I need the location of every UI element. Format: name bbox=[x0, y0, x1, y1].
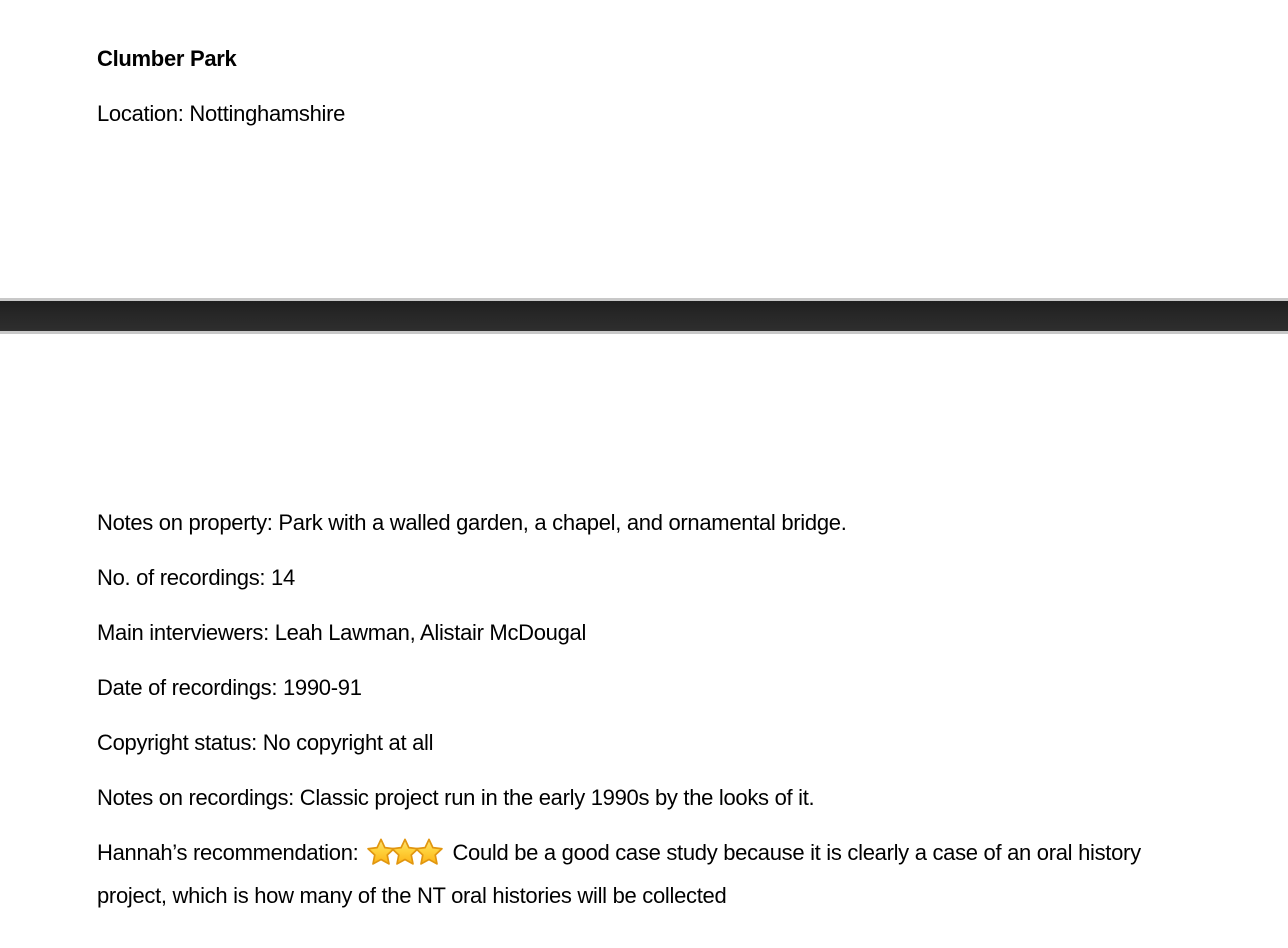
page-2-content bbox=[97, 505, 1215, 933]
star-rating bbox=[366, 837, 444, 878]
copyright-status-line: Copyright status: No copyright at all bbox=[97, 730, 434, 755]
notes-on-recordings-line: Notes on recordings: Classic project run in the early 1990s by the looks of it. bbox=[97, 785, 815, 810]
no-of-recordings-line: No. of recordings: 14 bbox=[97, 565, 295, 590]
page-break-separator bbox=[0, 298, 1288, 334]
star-icon bbox=[414, 837, 444, 867]
recommendation-line bbox=[97, 835, 1215, 914]
page-1-content bbox=[97, 41, 1215, 151]
property-heading: Clumber Park bbox=[97, 46, 237, 71]
recommendation-text: Could be a good case study because it is clearly a case of an oral history project, which is how many of the NT oral histories will be collected bbox=[97, 840, 1141, 908]
recommendation-prefix: Hannah’s recommendation: bbox=[97, 840, 359, 865]
notes-on-property-line: Notes on property: Park with a walled garden, a chapel, and ornamental bridge. bbox=[97, 510, 847, 535]
date-of-recordings-line: Date of recordings: 1990-91 bbox=[97, 675, 362, 700]
location-line: Location: Nottinghamshire bbox=[97, 101, 346, 126]
main-interviewers-line: Main interviewers: Leah Lawman, Alistair McDougal bbox=[97, 620, 587, 645]
